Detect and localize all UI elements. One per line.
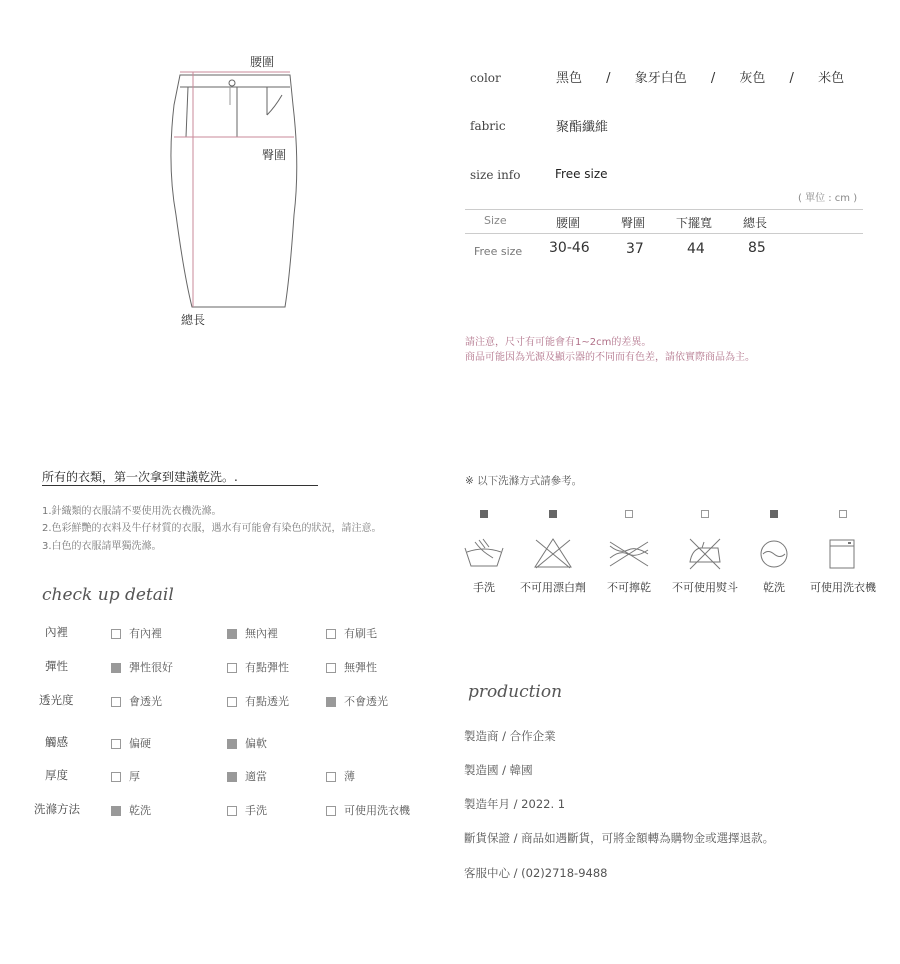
unchecked-box-icon — [326, 663, 336, 673]
no-bleach-icon — [530, 536, 576, 576]
size-label: size info — [470, 168, 521, 182]
production-line: 斷貨保證 / 商品如遇斷貨，可將金額轉為購物金或選擇退款。 — [464, 831, 775, 845]
production-line: 製造商 / 合作企業 — [464, 729, 556, 743]
check-option — [227, 625, 278, 641]
check-option-label: 彈性很好 — [129, 661, 173, 674]
check-option — [326, 625, 377, 641]
production-title: production — [468, 682, 563, 702]
check-row-label: 透光度 — [39, 693, 74, 707]
check-row-label: 彈性 — [45, 659, 68, 673]
check-option-label: 偏軟 — [245, 737, 267, 750]
check-option-label: 無彈性 — [344, 661, 377, 674]
no-iron-icon — [682, 536, 728, 576]
unchecked-box-icon — [326, 806, 336, 816]
td-hip: 37 — [626, 241, 644, 257]
check-option-label: 乾洗 — [129, 804, 151, 817]
checked-box-icon — [326, 697, 336, 707]
check-option-label: 不會透光 — [344, 695, 388, 708]
th-hip: 臀圍 — [621, 216, 646, 230]
check-option-label: 有刷毛 — [344, 627, 377, 640]
checked-box-icon — [227, 629, 237, 639]
td-hem: 44 — [687, 241, 705, 257]
color-values — [556, 67, 844, 86]
unchecked-box-icon — [111, 739, 121, 749]
fabric-value: 聚酯纖維 — [556, 120, 609, 135]
check-option-label: 厚 — [129, 770, 140, 783]
unit-note: ( 單位 : cm ) — [798, 193, 858, 204]
check-option-label: 無內裡 — [245, 627, 278, 640]
table-header-rule — [465, 233, 863, 234]
th-length: 總長 — [743, 216, 768, 230]
size-table-header — [465, 214, 863, 230]
color-black: 黑色 — [556, 71, 583, 86]
hand-wash-icon — [461, 536, 507, 576]
check-option — [227, 659, 289, 675]
check-option — [111, 659, 173, 675]
check-row-label: 內裡 — [45, 625, 68, 639]
waist-label: 腰圍 — [250, 55, 275, 69]
color-beige: 米色 — [818, 71, 845, 86]
care-title: 所有的衣類，第一次拿到建議乾洗。. — [42, 470, 238, 484]
check-option-label: 手洗 — [245, 804, 267, 817]
notice-line-1: 請注意，尺寸有可能會有1~2cm的差異。 — [465, 337, 652, 348]
checked-box-icon — [549, 510, 557, 518]
color-label: color — [470, 71, 501, 85]
skirt-diagram — [150, 45, 320, 335]
no-wring-icon — [606, 536, 652, 576]
checked-box-icon — [111, 663, 121, 673]
check-row-label: 厚度 — [45, 768, 68, 782]
check-option — [111, 693, 162, 709]
wash-label: 乾洗 — [763, 581, 785, 594]
unchecked-box-icon — [111, 629, 121, 639]
th-size: Size — [484, 214, 507, 227]
color-gray: 灰色 — [739, 71, 766, 86]
check-option-label: 有點透光 — [245, 695, 289, 708]
checked-box-icon — [227, 739, 237, 749]
unchecked-box-icon — [111, 697, 121, 707]
th-waist: 腰圍 — [556, 216, 581, 230]
wash-note: ※ 以下洗滌方式請參考。 — [465, 475, 583, 487]
check-row-label: 洗滌方法 — [34, 802, 80, 816]
check-option-label: 有內裡 — [129, 627, 162, 640]
checked-box-icon — [111, 806, 121, 816]
color-ivory: 象牙白色 — [634, 71, 687, 86]
check-title: check up detail — [42, 585, 174, 605]
unchecked-box-icon — [839, 510, 847, 518]
check-option — [111, 625, 162, 641]
check-option — [227, 693, 289, 709]
check-option-label: 可使用洗衣機 — [344, 804, 410, 817]
skirt-illustration — [150, 45, 320, 335]
size-value: Free size — [555, 167, 608, 181]
wash-label: 不可用漂白劑 — [520, 581, 586, 594]
check-option — [326, 802, 410, 818]
checked-box-icon — [227, 772, 237, 782]
check-option-label: 有點彈性 — [245, 661, 289, 674]
hip-label: 臀圍 — [262, 148, 287, 162]
notice-line-2: 商品可能因為光源及顯示器的不同而有色差，請依實際商品為主。 — [465, 352, 755, 363]
length-label: 總長 — [181, 313, 206, 327]
checked-box-icon — [770, 510, 778, 518]
separator: / — [710, 71, 716, 86]
check-option-label: 會透光 — [129, 695, 162, 708]
unchecked-box-icon — [227, 697, 237, 707]
table-top-rule — [465, 209, 863, 210]
check-option — [326, 693, 388, 709]
table-row — [465, 238, 863, 260]
check-option — [111, 768, 140, 784]
unchecked-box-icon — [625, 510, 633, 518]
care-item: 3.白色的衣服請單獨洗滌。 — [42, 541, 162, 552]
care-title-underline — [42, 485, 318, 486]
care-item: 1.針織類的衣服請不要使用洗衣機洗滌。 — [42, 506, 222, 517]
check-option-label: 薄 — [344, 770, 355, 783]
check-option — [326, 659, 377, 675]
check-option-label: 偏硬 — [129, 737, 151, 750]
th-hem: 下擺寬 — [676, 216, 713, 230]
unchecked-box-icon — [326, 629, 336, 639]
unchecked-box-icon — [227, 663, 237, 673]
check-option — [227, 735, 267, 751]
checked-box-icon — [480, 510, 488, 518]
production-line: 客服中心 / (02)2718-9488 — [464, 866, 608, 880]
check-option-label: 適當 — [245, 770, 267, 783]
unchecked-box-icon — [111, 772, 121, 782]
wash-label: 不可擰乾 — [607, 581, 651, 594]
check-option — [227, 768, 267, 784]
dry-clean-icon — [751, 536, 797, 576]
check-option — [227, 802, 267, 818]
production-line: 製造國 / 韓國 — [464, 763, 533, 777]
td-size: Free size — [474, 245, 523, 258]
unchecked-box-icon — [227, 806, 237, 816]
check-option — [111, 802, 151, 818]
check-option — [111, 735, 151, 751]
separator: / — [789, 71, 794, 86]
check-option — [326, 768, 355, 784]
fabric-label: fabric — [470, 119, 506, 133]
production-line: 製造年月 / 2022. 1 — [464, 797, 566, 811]
unchecked-box-icon — [326, 772, 336, 782]
check-row-label: 觸感 — [45, 735, 68, 749]
td-length: 85 — [748, 240, 766, 256]
washing-machine-icon — [820, 536, 866, 576]
td-waist: 30-46 — [549, 240, 590, 256]
care-item: 2.色彩鮮艷的衣料及牛仔材質的衣服，遇水有可能會有染色的狀況，請注意。 — [42, 523, 382, 534]
unchecked-box-icon — [701, 510, 709, 518]
wash-label: 不可使用熨斗 — [672, 581, 738, 594]
wash-label: 可使用洗衣機 — [810, 581, 876, 594]
separator: / — [606, 71, 611, 86]
wash-label: 手洗 — [473, 581, 495, 594]
